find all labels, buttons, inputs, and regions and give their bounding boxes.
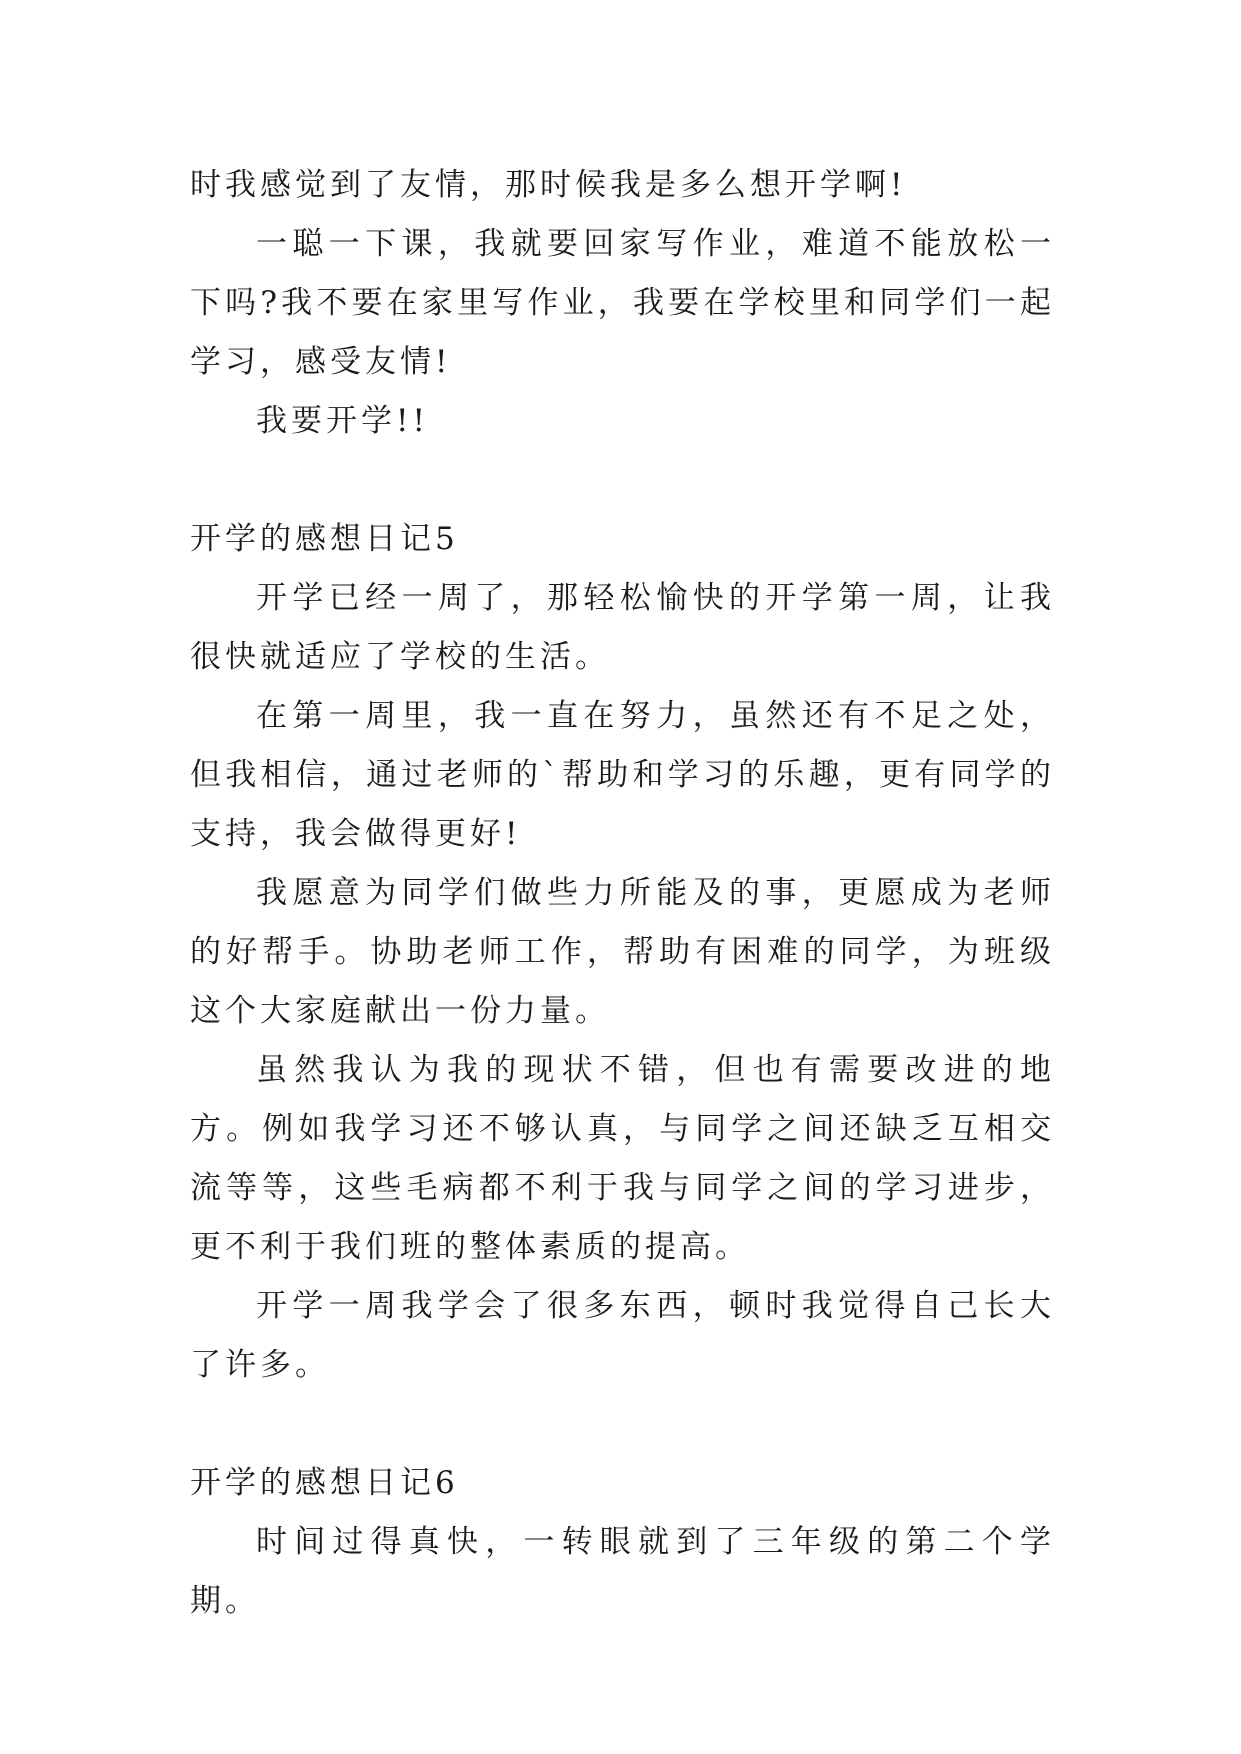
paragraph: 我愿意为同学们做些力所能及的事，更愿成为老师的好帮手。协助老师工作，帮助有困难的同学，为班级这个大家庭献出一份力量。: [190, 875, 1055, 1029]
paragraph: 一聪一下课，我就要回家写作业，难道不能放松一下吗?我不要在家里写作业，我要在学校里和同学们一起学习，感受友情!: [190, 226, 1055, 380]
section-heading: 开学的感想日记5: [190, 521, 459, 557]
paragraph: 时我感觉到了友情，那时候我是多么想开学啊!: [190, 167, 907, 203]
document-body: [190, 156, 1055, 1631]
paragraph: 开学已经一周了，那轻松愉快的开学第一周，让我很快就适应了学校的生活。: [190, 580, 1055, 675]
paragraph: 在第一周里，我一直在努力，虽然还有不足之处，但我相信，通过老师的`帮助和学习的乐趣，更有同学的支持，我会做得更好!: [190, 698, 1055, 852]
section-gap: [190, 451, 1055, 510]
section-gap: [190, 1395, 1055, 1454]
section-heading: 开学的感想日记6: [190, 1465, 459, 1501]
paragraph: 时间过得真快，一转眼就到了三年级的第二个学期。: [190, 1524, 1055, 1619]
paragraph: 虽然我认为我的现状不错，但也有需要改进的地方。例如我学习还不够认真，与同学之间还缺乏互相交流等等，这些毛病都不利于我与同学之间的学习进步，更不利于我们班的整体素质的提高。: [190, 1052, 1055, 1265]
paragraph: 我要开学!!: [256, 403, 429, 439]
paragraph: 开学一周我学会了很多东西，顿时我觉得自己长大了许多。: [190, 1288, 1055, 1383]
